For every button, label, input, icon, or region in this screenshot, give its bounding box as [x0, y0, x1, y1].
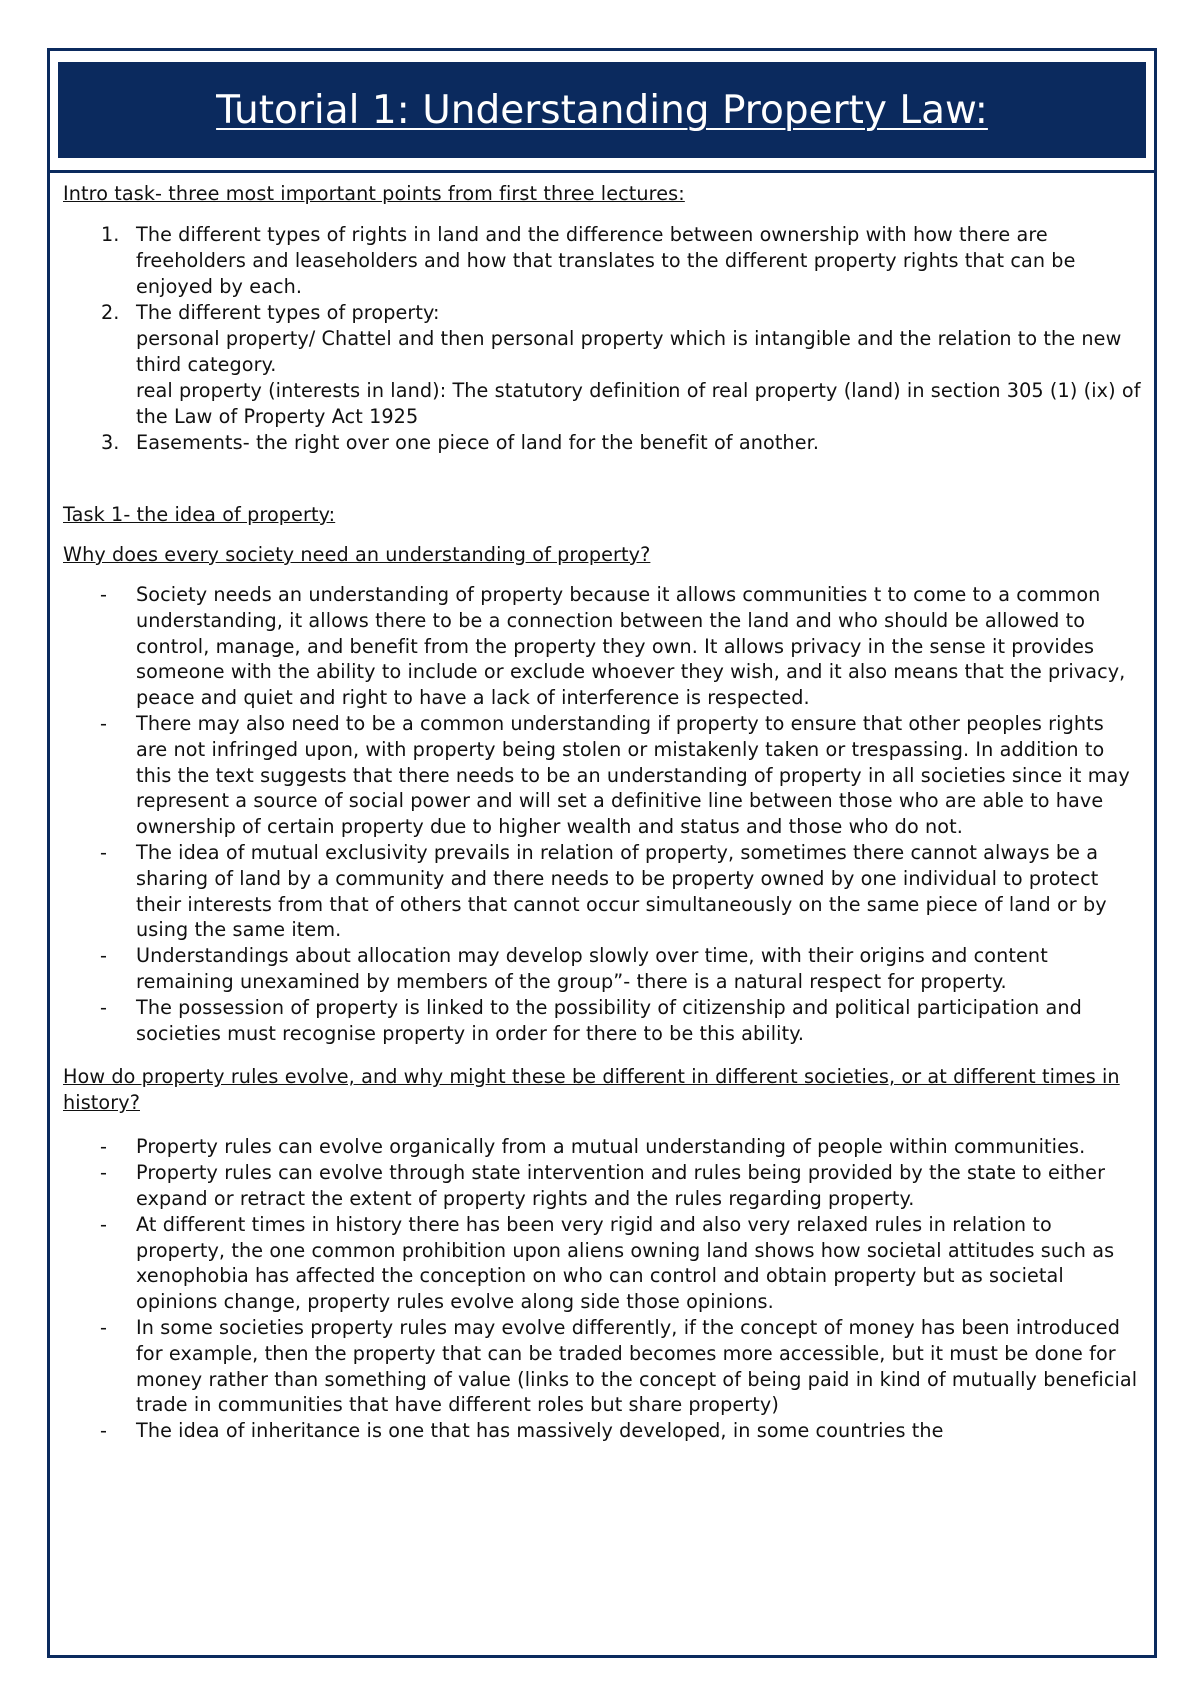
list-item-text: The possession of property is linked to the possibility of citizenship and political participation and societies must recognise property in order for there to be this ability. [136, 995, 1082, 1045]
list-item [63, 300, 1141, 430]
dash-bullet: - [100, 1419, 108, 1443]
list-item [63, 1212, 1141, 1315]
list-item [63, 1134, 1141, 1160]
dash-bullet: - [100, 1161, 108, 1185]
list-item-text: There may also need to be a common understanding if property to ensure that other peoples rights are not infringed upon, with property being stolen or mistakenly taken or trespassing. In addition to this the text suggests that there needs to be an understanding of property in all societies since it may represent a source of social power and will set a definitive line between those who are able to have ownership of certain property due to higher wealth and status and those who do not. [136, 711, 1130, 839]
task1-heading: Task 1- the idea of property: [63, 503, 336, 526]
list-item-text: Property rules can evolve through state intervention and rules being provided by the state to either expand or retract the extent of property rights and the rules regarding property. [136, 1161, 1106, 1210]
list-item [63, 222, 1141, 300]
question-1: Why does every society need an understanding of property? [63, 543, 651, 566]
list-number: 2. [101, 301, 120, 324]
dash-bullet: - [100, 840, 108, 864]
list-item [63, 1315, 1141, 1418]
list-item-text: Understandings about allocation may develop slowly over time, with their origins and content remaining unexamined by members of the group”- there is a natural respect for property. [136, 944, 1048, 993]
list-item-text: At different times in history there has been very rigid and also very relaxed rules in relation to property, the one common prohibition upon aliens owning land shows how societal attitudes such as xenophobia has affected the conception on who can control and obtain property but as societal opinions change, property rules evolve along side those opinions. [136, 1212, 1115, 1314]
list-item [63, 1160, 1141, 1212]
list-item-text: The different types of rights in land and the difference between ownership with how there are freeholders and leaseholders and how that translates to the different property rights that can be enjoyed by each. [136, 223, 1076, 298]
title-banner [58, 62, 1146, 158]
list-item-text: In some societies property rules may evolve differently, if the concept of money has been introduced for example, then the property that can be traded becomes more accessible, but it must be done for money rather than something of value (links to the concept of being paid in kind of mutually beneficial trade in communities that have different roles but share property) [136, 1315, 1138, 1417]
question-1-answers [63, 582, 1141, 1046]
list-number: 1. [101, 223, 120, 246]
document-body [63, 181, 1141, 1444]
list-item-text: Easements- the right over one piece of land for the benefit of another. [136, 431, 820, 454]
list-item [63, 582, 1141, 711]
question-2-answers [63, 1134, 1141, 1444]
list-item-text: The different types of property: [136, 301, 440, 324]
list-item [63, 840, 1141, 943]
intro-points-list [63, 222, 1141, 456]
question-2: How do property rules evolve, and why might these be different in different societies, or at different times in history? [63, 1065, 1120, 1115]
dash-bullet: - [100, 1315, 108, 1339]
dash-bullet: - [100, 944, 108, 968]
title-box [50, 51, 1154, 173]
list-item [63, 1418, 1141, 1444]
list-item-text: Property rules can evolve organically from a mutual understanding of people within communities. [136, 1135, 1086, 1159]
list-item-text: The idea of inheritance is one that has massively developed, in some countries the [136, 1419, 944, 1443]
list-item-text: personal property/ Chattel and then personal property which is intangible and the relation to the new third category. [136, 327, 1122, 376]
list-item [63, 995, 1141, 1047]
list-item-text: real property (interests in land): The statutory definition of real property (land) in section 305 (1) (ix) of the Law of Property Act 1925 [136, 379, 1141, 428]
dash-bullet: - [100, 711, 108, 735]
dash-bullet: - [100, 1135, 108, 1159]
list-number: 3. [101, 431, 120, 454]
page-frame [47, 48, 1157, 1658]
list-item-text: The idea of mutual exclusivity prevails in relation of property, sometimes there cannot always be a sharing of land by a community and there needs to be property owned by one individual to protect their interests from that of others that cannot occur simultaneously on the same piece of land or by using the same item. [136, 840, 1107, 942]
list-item-text: Society needs an understanding of property because it allows communities t to come to a common understanding, it allows there to be a connection between the land and who should be allowed to control, manage, and benefit from the property they own. It allows privacy in the sense it provides someone with the ability to include or exclude whoever they wish, and it also means that the privacy, peace and quiet and right to have a lack of interference is respected. [136, 583, 1126, 710]
dash-bullet: - [100, 995, 108, 1019]
list-item [63, 430, 1141, 456]
dash-bullet: - [100, 1212, 108, 1236]
list-item [63, 943, 1141, 995]
intro-heading: Intro task- three most important points from first three lectures: [63, 182, 685, 205]
page-title: Tutorial 1: Understanding Property Law: [216, 87, 988, 133]
dash-bullet: - [100, 583, 108, 606]
list-item [63, 711, 1141, 840]
